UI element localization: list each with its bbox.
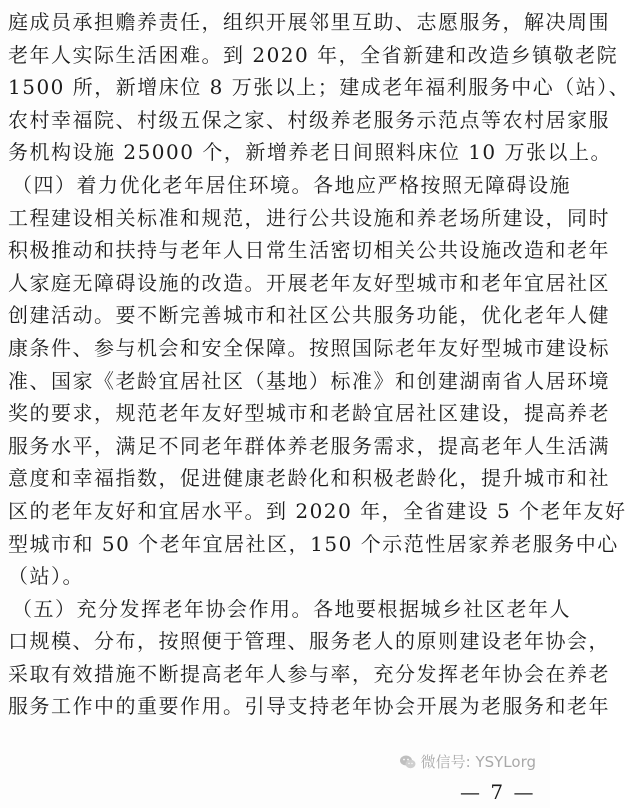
watermark-text: 微信号: YSYLorg: [420, 753, 536, 771]
text-line: 康条件、参与机会和安全保障。按照国际老年友好型城市建设标: [8, 335, 610, 360]
text-line: 服务水平，满足不同老年群体养老服务需求，提高老年人生活满: [8, 433, 610, 458]
text-line: 庭成员承担赡养责任，组织开展邻里互助、志愿服务，解决周围: [8, 10, 610, 34]
text-line: 老年人实际生活困难。到 2020 年，全省新建和改造乡镇敬老院: [8, 42, 619, 67]
text-line: 准、国家《老龄宜居社区（基地）标准》和创建湖南省人居环境: [8, 368, 610, 393]
page-number: — 7 —: [460, 780, 536, 804]
body-text: [8, 6, 630, 723]
text-line: 农村幸福院、村级五保之家、村级养老服务示范点等农村居家服: [8, 107, 610, 132]
text-line: 采取有效措施不断提高老年人参与率，充分发挥老年协会在养老: [8, 661, 610, 686]
text-line: 型城市和 50 个老年宜居社区，150 个示范性居家养老服务中心: [8, 531, 619, 556]
text-line: 人家庭无障碍设施的改造。开展老年友好型城市和老年宜居社区: [8, 270, 610, 295]
text-line: 工程建设相关标准和规范，进行公共设施和养老场所建设，同时: [8, 205, 610, 230]
text-line: 奖的要求，规范老年友好型城市和老龄宜居社区建设，提高养老: [8, 401, 610, 426]
section-heading-line: （四）着力优化老年居住环境。各地应严格按照无障碍设施: [12, 172, 571, 197]
text-line: 区的老年友好和宜居水平。到 2020 年，全省建设 5 个老年友好: [8, 498, 627, 523]
wechat-watermark: [399, 751, 536, 772]
text-line: （站）。: [8, 564, 84, 589]
text-line: 意度和幸福指数，促进健康老龄化和积极老龄化，提升城市和社: [8, 466, 610, 491]
text-line: 服务工作中的重要作用。引导支持老年协会开展为老服务和老年: [8, 694, 610, 719]
text-line: 1500 所，新增床位 8 万张以上；建成老年福利服务中心（站）、: [8, 75, 630, 100]
wechat-icon: [399, 753, 417, 771]
text-line: 务机构设施 25000 个，新增养老日间照料床位 10 万张以上。: [8, 140, 613, 165]
text-line: 积极推动和扶持与老年人日常生活密切相关公共设施改造和老年: [8, 238, 610, 263]
text-line: 口规模、分布，按照便于管理、服务老人的原则建设老年协会，: [8, 629, 610, 654]
text-line: 创建活动。要不断完善城市和社区公共服务功能，优化老年人健: [8, 303, 610, 328]
section-heading-line: （五）充分发挥老年协会作用。各地要根据城乡社区老年人: [12, 596, 571, 621]
